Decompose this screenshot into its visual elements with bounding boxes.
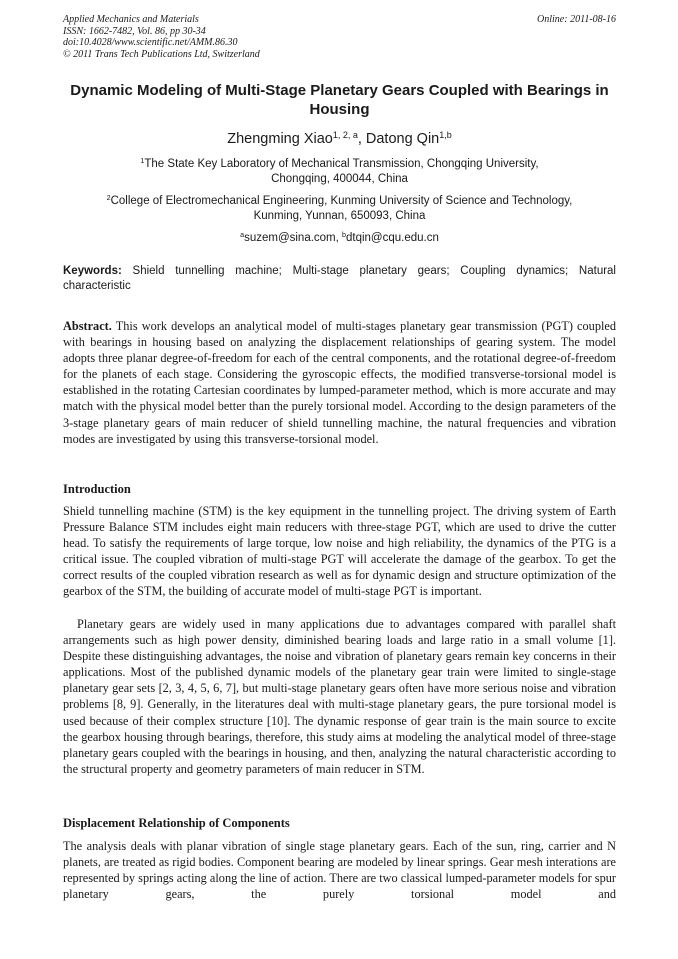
affiliation-1 (63, 157, 616, 187)
keywords-text: Shield tunnelling machine; Multi-stage planetary gears; Coupling dynamics; Natural characteristic (63, 265, 616, 292)
author-separator: , (357, 131, 366, 147)
affiliation-line: Kunming, Yunnan, 650093, China (253, 210, 426, 222)
keywords-label: Keywords: (63, 265, 122, 277)
issn-line: ISSN: 1662-7482, Vol. 86, pp 30-34 (63, 25, 206, 37)
journal-header (63, 14, 616, 60)
affiliation-2 (63, 194, 616, 224)
email-mark: b (342, 231, 346, 240)
copyright-line: © 2011 Trans Tech Publications Ltd, Switzerland (63, 48, 260, 60)
keywords (63, 264, 616, 294)
section-heading-displacement: Displacement Relationship of Components (63, 816, 290, 830)
introduction-paragraph-2: Planetary gears are widely used in many applications due to advantages compared with parallel shaft arrangements such as high power density, diminished bearing loads and large ratio in a small volume [1]. Despite these distinguishing advantages, the noise and vibration of planetary gears remain key concerns in their applications. Most of the published dynamic models of the planetary gear train were limited to single-stage planetary gear sets [2, 3, 4, 5, 6, 7], but multi-stage planetary gears often have more serious noise and vibration problems [8, 9]. Generally, in the literatures deal with multi-stage planetary gears, the pure torsional model is used because of their complex structure [10]. The dynamic response of gear train is the main source to excite the gearbox housing through bearings, therefore, this study aims at modeling the analytical model of three-stage planetary gears coupled with the bearings in housing, and then, analyzing the natural characteristic according to the structural property and geometry parameters of main reducer in STM. (63, 617, 616, 776)
displacement-paragraph-1: The analysis deals with planar vibration of single stage planetary gears. Each of the sun, ring, carrier and N planets, are treated as rigid bodies. Component bearing are modeled by linear springs. Gear mesh interations are represented by springs acting along the line of action. There are two classical lumped-parameter models for spur planetary gears, the purely torsional model and (63, 839, 616, 902)
affiliation-mark: 2 (106, 194, 111, 203)
paper-title: Dynamic Modeling of Multi-Stage Planetary Gears Coupled with Bearings in Housing (70, 82, 609, 118)
affiliation-mark: 1 (140, 157, 145, 166)
section-heading-introduction: Introduction (63, 482, 131, 496)
affiliation-line: The State Key Laboratory of Mechanical Transmission, Chongqing University, (144, 158, 539, 170)
abstract-label: Abstract. (63, 319, 112, 333)
author-name: Zhengming Xiao (227, 131, 333, 147)
email-address: dtqin@cqu.edu.cn (346, 232, 439, 244)
journal-name: Applied Mechanics and Materials (63, 14, 199, 25)
online-date: Online: 2011-08-16 (537, 14, 616, 25)
author-name: Datong Qin (365, 131, 440, 147)
introduction-paragraph-1: Shield tunnelling machine (STM) is the key equipment in the tunnelling project. The driving system of Earth Pressure Balance STM includes eight main reducers with three-stage PGT, which are used to drive the cutter head. To satisfy the requirements of large torque, low noise and high reliability, the dynamics of the PTG is a critical issue. The coupled vibration of multi-stage PGT will accelerate the damage of the gearbox. To get the correct results of the coupled vibration research as well as for dynamic design and structure optimization of the gearbox of the STM, the building of accurate model of multi-stage PGT is important. (63, 504, 616, 599)
author-affiliation-mark: 1,b (439, 130, 452, 141)
doi-line: doi:10.4028/www.scientific.net/AMM.86.30 (63, 37, 238, 49)
email-mark: a (240, 231, 245, 240)
affiliation-line: College of Electromechanical Engineering, Kunming University of Science and Technology, (110, 195, 573, 207)
author-affiliation-mark: 1, 2, a (332, 130, 358, 141)
author-line (63, 130, 616, 148)
abstract-text: This work develops an analytical model of multi-stages planetary gear transmission (PGT) coupled with bearings in housing based on analyzing the displacement relationships of gearing system. The model adopts three planar degree-of-freedom for each of the central components, and the rotational degree-of-freedom for the planets of each stage. Considering the gyroscopic effects, the modified transverse-torsional model is established in the rotating Cartesian coordinates by lumped-parameter method, which is more accurate and may match with the physical model better than the purely torsional model. According to the design parameters of the 3-stage planetary gears of main reducer of shield tunnelling machine, the natural frequencies and vibration modes are investigated by using this transverse-torsional model. (63, 319, 616, 446)
abstract (63, 318, 616, 447)
email-address: suzem@sina.com, (244, 232, 343, 244)
email-line (63, 231, 616, 246)
affiliation-line: Chongqing, 400044, China (271, 173, 408, 185)
